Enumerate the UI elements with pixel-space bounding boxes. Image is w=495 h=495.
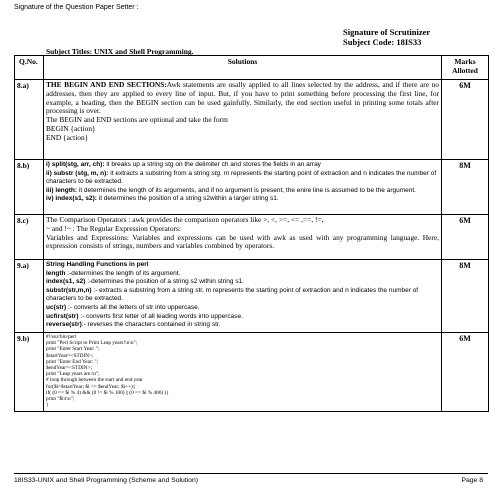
setter-signature-label: Signature of the Question Paper Setter :: [14, 4, 139, 11]
solution-item: [46, 187, 439, 196]
row-qno: 8.b): [15, 160, 44, 215]
solution-item: [46, 270, 439, 279]
item-text: :-determines the position of a string s2 within string s1.: [85, 278, 244, 286]
solution-paragraph: Variables and Expressions: Variables and expressions can be used with awk as used with any programming language. Here, expression consists of strings, numbers and variables combined by operators.: [46, 232, 439, 251]
code-line: if( (0 == $i % 4) && (0 != $i % 100) || (0 == $i % 400) ){: [46, 389, 169, 396]
code-line: print "Enter Start Year: ";: [46, 346, 100, 353]
heading-text: String Handling Functions in perl: [46, 261, 149, 268]
table-row: [15, 215, 489, 260]
header-marks: Marks Allotted: [442, 56, 489, 80]
footer-title: 18IS33-UNIX and Shell Programming (Scheme and Solution): [14, 477, 198, 484]
code-line: print "Leap years are:\n";: [46, 371, 100, 378]
item-text: it breaks up a string stg on the delimiter ch and stores the fields in an array: [104, 161, 321, 168]
solution-heading: [46, 261, 439, 270]
item-text: :- converts all the letters of str into uppercase.: [66, 303, 200, 311]
row-marks: 6M: [442, 333, 489, 412]
item-term: substr(str,m,n): [46, 286, 92, 294]
solution-item: [46, 278, 439, 287]
row-solution: [44, 160, 442, 215]
subject-titles: Subject Titles: UNIX and Shell Programming.: [46, 47, 194, 56]
item-term: reverse(str): [46, 321, 82, 329]
item-text: :-determines the length of its argument.: [65, 269, 181, 277]
item-text: :- converts first letter of all leading words into uppercase.: [78, 312, 243, 320]
code-line: for($i=$startYear; $i <= $endYear; $i++){: [46, 383, 136, 390]
table-row: [15, 333, 489, 412]
row-qno: 8.a): [15, 80, 44, 160]
item-term: uc(str): [46, 303, 67, 311]
table-header-row: [15, 56, 489, 80]
row-solution: [44, 215, 442, 260]
code-line: #!/usr/bin/perl: [46, 334, 77, 340]
code-line: $endYear=<STDIN>;: [46, 365, 93, 372]
item-text: :- reverses the characters contained in string str.: [81, 321, 221, 329]
row-marks: 6M: [442, 215, 489, 260]
row-qno: 8.c): [15, 215, 44, 260]
item-text: :- extracts a substring from a string str, m represents the starting point of extraction and n indicates the number of characters to be extracted.: [46, 286, 419, 303]
item-text: it extracts a substring from a string: [108, 169, 212, 177]
scrutinizer-block: [343, 27, 430, 47]
solution-line: The BEGIN and END sections are optional and take the form: [46, 116, 228, 125]
solution-item: [46, 170, 439, 187]
row-qno: 9.b): [15, 333, 44, 412]
solution-item: [46, 304, 439, 313]
solution-item: [46, 287, 439, 304]
solution-item: [46, 161, 439, 170]
row-qno: 9.a): [15, 260, 44, 333]
code-line: }: [46, 402, 49, 409]
code-line: print "Perl Script to Print Leap years!\n\n";: [46, 340, 138, 347]
solution-line: BEGIN {action}: [46, 124, 96, 133]
solutions-table: [14, 55, 489, 412]
code-line: print "$i\t\n";: [46, 396, 75, 403]
row-marks: 8M: [442, 260, 489, 333]
solution-item: [46, 313, 439, 322]
solution-item: [46, 195, 439, 204]
row-marks: 6M: [442, 80, 489, 160]
footer-divider: [14, 473, 488, 474]
solution-line: END {action}: [46, 133, 89, 142]
solution-line: ~ and !~ : The Regular Expression Operators:: [46, 224, 181, 233]
item-term: index(s1, s2): [46, 278, 86, 286]
row-solution: [44, 260, 442, 333]
row-solution: [44, 333, 442, 412]
solution-paragraph: [46, 81, 439, 116]
solution-heading: THE BEGIN AND END SECTIONS:: [46, 80, 167, 89]
header-qno: Q.No.: [15, 56, 44, 80]
code-line: print "Enter End Year: ";: [46, 358, 99, 365]
item-term: ii) substr (stg, m, n):: [46, 169, 109, 177]
code-line: $startYear=<STDIN>;: [46, 352, 94, 359]
table-row: [15, 80, 489, 160]
table-row: [15, 260, 489, 333]
scrutinizer-signature-label: Signature of Scrutinizer: [343, 27, 431, 37]
header-solutions: Solutions: [44, 56, 442, 80]
solution-text: Awk statements are usally applied to all lines selected by the address, and if there are no addresses, then they are applied to every line of input. But, if you have to print something before processing the first line, for example, a heading, then the BEGIN section can be used gainfully. Similarly, the end section useful in printing some totals after processing is over.: [46, 80, 439, 116]
item-term: ucfirst(str): [46, 312, 79, 320]
code-line: # loop through between the start and end year: [46, 377, 143, 384]
solution-line: The Comparison Operators : awk provides the comparison operators like >, <, >=, <= ,==, !=,: [46, 216, 324, 224]
item-term: i) split(stg, arr, ch):: [46, 161, 105, 168]
item-text: represents the starting point of extraction and n indicates the number of characters to be extracted.: [46, 169, 437, 186]
subject-code: Subject Code: 18IS33: [343, 37, 422, 47]
row-marks: 8M: [442, 160, 489, 215]
item-term: iv) index(s1, s2):: [46, 195, 97, 203]
row-solution: [44, 80, 442, 160]
item-text: it determines the position of a string s2within a larger string s1.: [96, 195, 279, 203]
table-row: [15, 160, 489, 215]
solution-item: [46, 321, 439, 330]
item-italic: stg. m: [211, 169, 230, 177]
item-term: iii) length:: [46, 186, 78, 194]
item-term: length: [46, 269, 66, 277]
item-text: it determines the length of its arguments, and if no argument is present, the enire line is assumed to be the argument.: [77, 186, 416, 194]
page-number: Page 8: [461, 477, 483, 484]
